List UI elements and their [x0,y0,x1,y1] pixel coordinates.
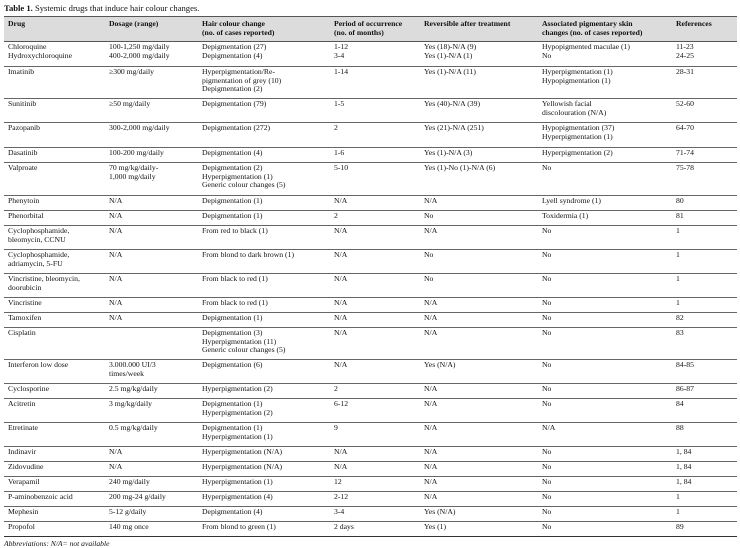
table-cell: N/A [420,462,538,477]
table-cell: Yes (N/A) [420,507,538,522]
table-cell: 1 [672,507,737,522]
table-cell: Hypopigmented maculae (1) No [538,42,672,67]
table-cell: 200 mg-24 g/daily [105,492,198,507]
table-cell: Interferon low dose [4,360,105,384]
column-header: Dosage (range) [105,17,198,42]
table-cell: N/A [538,423,672,447]
table-cell: Depigmentation (6) [198,360,330,384]
table-cell: N/A [330,313,420,328]
table-header-row [4,17,737,42]
table-row [4,250,737,274]
column-header: Drug [4,17,105,42]
table-cell: 1 [672,226,737,250]
table-cell: N/A [330,360,420,384]
table-cell: No [420,211,538,226]
table-caption [4,3,736,16]
table-cell: 5-10 [330,163,420,196]
column-header: Hair colour change (no. of cases reported) [198,17,330,42]
table-cell: Depigmentation (4) [198,507,330,522]
table-cell: Valproate [4,163,105,196]
table-cell: 1, 84 [672,447,737,462]
table-cell: Pazopanib [4,123,105,148]
table-cell: 9 [330,423,420,447]
table-cell: No [538,399,672,423]
table-cell: Depigmentation (27) Depigmentation (4) [198,42,330,67]
table-cell: 84-85 [672,360,737,384]
table-cell: N/A [330,250,420,274]
table-cell: 83 [672,328,737,360]
table-cell: No [538,250,672,274]
table-cell: 6-12 [330,399,420,423]
table-cell: Dasatinib [4,148,105,163]
table-cell: N/A [105,196,198,211]
table-cell: Depigmentation (1) Hyperpigmentation (2) [198,399,330,423]
table-cell: No [538,507,672,522]
table-cell: No [420,274,538,298]
table-cell: Imatinib [4,67,105,99]
table-cell: 75-78 [672,163,737,196]
table-cell: N/A [330,226,420,250]
table-cell: Cyclosporine [4,384,105,399]
table-cell: Zidovudine [4,462,105,477]
table-cell: N/A [330,462,420,477]
table-cell: Hyperpigmentation (1) Hypopigmentation (1) [538,67,672,99]
table-cell: 2-12 [330,492,420,507]
table-row [4,163,737,196]
table-cell: No [538,384,672,399]
drug-hair-colour-table [4,16,737,537]
table-cell: Yes (1)-No (1)-N/A (6) [420,163,538,196]
table-cell: 0.5 mg/kg/daily [105,423,198,447]
table-cell: N/A [420,423,538,447]
abbreviations-footnote: Abbreviations: N/A= not available [4,539,110,548]
table-row [4,148,737,163]
column-header: Reversible after treatment [420,17,538,42]
table-cell: N/A [420,226,538,250]
table-cell: 1, 84 [672,462,737,477]
table-cell: N/A [105,298,198,313]
table-cell: 2 [330,123,420,148]
table-cell: No [538,360,672,384]
table-row [4,67,737,99]
table-cell: 1 [672,250,737,274]
table-cell: N/A [420,492,538,507]
table-cell: No [538,313,672,328]
table-cell: From red to black (1) [198,226,330,250]
table-cell: Hyperpigmentation (4) [198,492,330,507]
table-cell: From black to red (1) [198,274,330,298]
table-cell: Cyclophosphamide, bleomycin, CCNU [4,226,105,250]
table-cell: Depigmentation (2) Hyperpigmentation (1) Generic colour changes (5) [198,163,330,196]
table-cell: 84 [672,399,737,423]
table-cell: N/A [420,384,538,399]
table-cell: Depigmentation (1) [198,313,330,328]
table-row [4,423,737,447]
table-row [4,462,737,477]
table-row [4,196,737,211]
table-cell: 71-74 [672,148,737,163]
table-cell: Hyperpigmentation (N/A) [198,447,330,462]
table-cell: Hyperpigmentation/Re- pigmentation of grey (10) Depigmentation (2) [198,67,330,99]
table-cell: No [538,226,672,250]
table-cell: N/A [330,274,420,298]
table-cell: Verapamil [4,477,105,492]
table-cell: Propofol [4,522,105,537]
table-cell: Yes (18)-N/A (9) Yes (1)-N/A (1) [420,42,538,67]
table-row [4,42,737,67]
table-row [4,522,737,537]
table-cell: N/A [105,313,198,328]
table-cell: Vincristine [4,298,105,313]
table-cell: 300-2,000 mg/daily [105,123,198,148]
table-cell: From black to red (1) [198,298,330,313]
table-cell: Hypopigmentation (37) Hyperpigmentation (1) [538,123,672,148]
table-cell: Hyperpigmentation (1) [198,477,330,492]
table-cell: Depigmentation (1) [198,211,330,226]
table-cell: 2 [330,384,420,399]
table-cell: Yes (1) [420,522,538,537]
table-cell: N/A [420,298,538,313]
table-cell: No [538,477,672,492]
table-cell: From blond to green (1) [198,522,330,537]
table-cell: N/A [420,328,538,360]
table-cell: N/A [105,447,198,462]
table-cell: No [538,492,672,507]
table-cell: 1, 84 [672,477,737,492]
table-cell: No [538,163,672,196]
table-cell: No [538,298,672,313]
table-cell: 1 [672,492,737,507]
table-cell: 1 [672,274,737,298]
table-cell: No [538,462,672,477]
caption-label: Table 1. [4,3,33,13]
table-cell: Depigmentation (3) Hyperpigmentation (11) Generic colour changes (5) [198,328,330,360]
table-cell: N/A [420,447,538,462]
table-cell: No [538,274,672,298]
table-cell: Hyperpigmentation (2) [198,384,330,399]
table-cell: No [420,250,538,274]
table-cell: N/A [330,196,420,211]
table-cell: Acitretin [4,399,105,423]
table-cell: 2 [330,211,420,226]
table-cell: Yes (1)-N/A (3) [420,148,538,163]
column-header: Period of occurrence (no. of months) [330,17,420,42]
table-cell: Sunitinib [4,99,105,123]
table-cell: Depigmentation (1) Hyperpigmentation (1) [198,423,330,447]
caption-text: Systemic drugs that induce hair colour changes. [34,3,200,13]
table-cell: 70 mg/kg/daily- 1,000 mg/daily [105,163,198,196]
table-cell: Yes (N/A) [420,360,538,384]
table-cell: 89 [672,522,737,537]
table-row [4,313,737,328]
table-row [4,447,737,462]
table-cell: Tamoxifen [4,313,105,328]
table-cell: 140 mg once [105,522,198,537]
table-cell: Yes (1)-N/A (11) [420,67,538,99]
table-cell: 1-5 [330,99,420,123]
table-row [4,99,737,123]
table-cell: N/A [420,477,538,492]
table-cell: Yellowish facial discolouration (N/A) [538,99,672,123]
table-cell: 1-14 [330,67,420,99]
table-cell: 1 [672,298,737,313]
table-cell: 2 days [330,522,420,537]
table-cell: 86-87 [672,384,737,399]
table-cell: 64-70 [672,123,737,148]
table-cell: N/A [105,274,198,298]
table-cell: N/A [105,462,198,477]
table-cell: Lyell syndrome (1) [538,196,672,211]
table-cell: Yes (21)-N/A (251) [420,123,538,148]
table-row [4,123,737,148]
table-cell: 3.000.000 UI/3 times/week [105,360,198,384]
table-row [4,477,737,492]
table-cell: 12 [330,477,420,492]
table-cell: Mephesin [4,507,105,522]
table-row [4,384,737,399]
table-cell: 1-6 [330,148,420,163]
table-cell: From blond to dark brown (1) [198,250,330,274]
table-cell: Cisplatin [4,328,105,360]
table-cell: N/A [330,328,420,360]
table-row [4,399,737,423]
table-cell: Toxidermia (1) [538,211,672,226]
table-cell: Cyclophosphamide, adriamycin, 5-FU [4,250,105,274]
table-cell: 240 mg/daily [105,477,198,492]
table-cell: Phenytoin [4,196,105,211]
table-cell: No [538,522,672,537]
table-cell: 11-23 24-25 [672,42,737,67]
table-cell: N/A [420,196,538,211]
table-cell: Depigmentation (79) [198,99,330,123]
table-cell: 3-4 [330,507,420,522]
table-cell: 52-60 [672,99,737,123]
table-row [4,507,737,522]
table-cell: 5-12 g/daily [105,507,198,522]
table-cell: Depigmentation (4) [198,148,330,163]
table-cell: N/A [105,250,198,274]
table-cell: 100-200 mg/daily [105,148,198,163]
table-cell: Vincristine, bleomycin, doorubicin [4,274,105,298]
table-row [4,360,737,384]
table-cell: Depigmentation (272) [198,123,330,148]
column-header: References [672,17,737,42]
table-cell: N/A [105,226,198,250]
table-row [4,211,737,226]
table-cell: Chloroquine Hydroxychloroquine [4,42,105,67]
table-cell: 81 [672,211,737,226]
table-cell: 28-31 [672,67,737,99]
table-cell: Hyperpigmentation (N/A) [198,462,330,477]
table-cell: N/A [420,313,538,328]
table-cell: N/A [420,399,538,423]
table-cell: Indinavir [4,447,105,462]
table-cell: Depigmentation (1) [198,196,330,211]
table-body [4,42,737,537]
table-cell: No [538,447,672,462]
table-cell: 3 mg/kg/daily [105,399,198,423]
table-cell: N/A [330,298,420,313]
table-cell [105,328,198,360]
table-cell: Hyperpigmentation (2) [538,148,672,163]
table-row [4,492,737,507]
table-cell: 88 [672,423,737,447]
table-cell: 100-1,250 mg/daily 400-2,000 mg/daily [105,42,198,67]
table-cell: 82 [672,313,737,328]
table-cell: 80 [672,196,737,211]
table-cell: Etretinate [4,423,105,447]
table-cell: 1-12 3-4 [330,42,420,67]
table-row [4,328,737,360]
table-row [4,298,737,313]
column-header: Associated pigmentary skin changes (no. of cases reported) [538,17,672,42]
table-cell: N/A [330,447,420,462]
table-cell: No [538,328,672,360]
table-cell: ≥300 mg/daily [105,67,198,99]
table-row [4,274,737,298]
table-cell: ≥50 mg/daily [105,99,198,123]
table-cell: Phenorbital [4,211,105,226]
table-cell: N/A [105,211,198,226]
table-cell: 2.5 mg/kg/daily [105,384,198,399]
table-row [4,226,737,250]
table-cell: P-aminobenzoic acid [4,492,105,507]
table-cell: Yes (40)-N/A (39) [420,99,538,123]
